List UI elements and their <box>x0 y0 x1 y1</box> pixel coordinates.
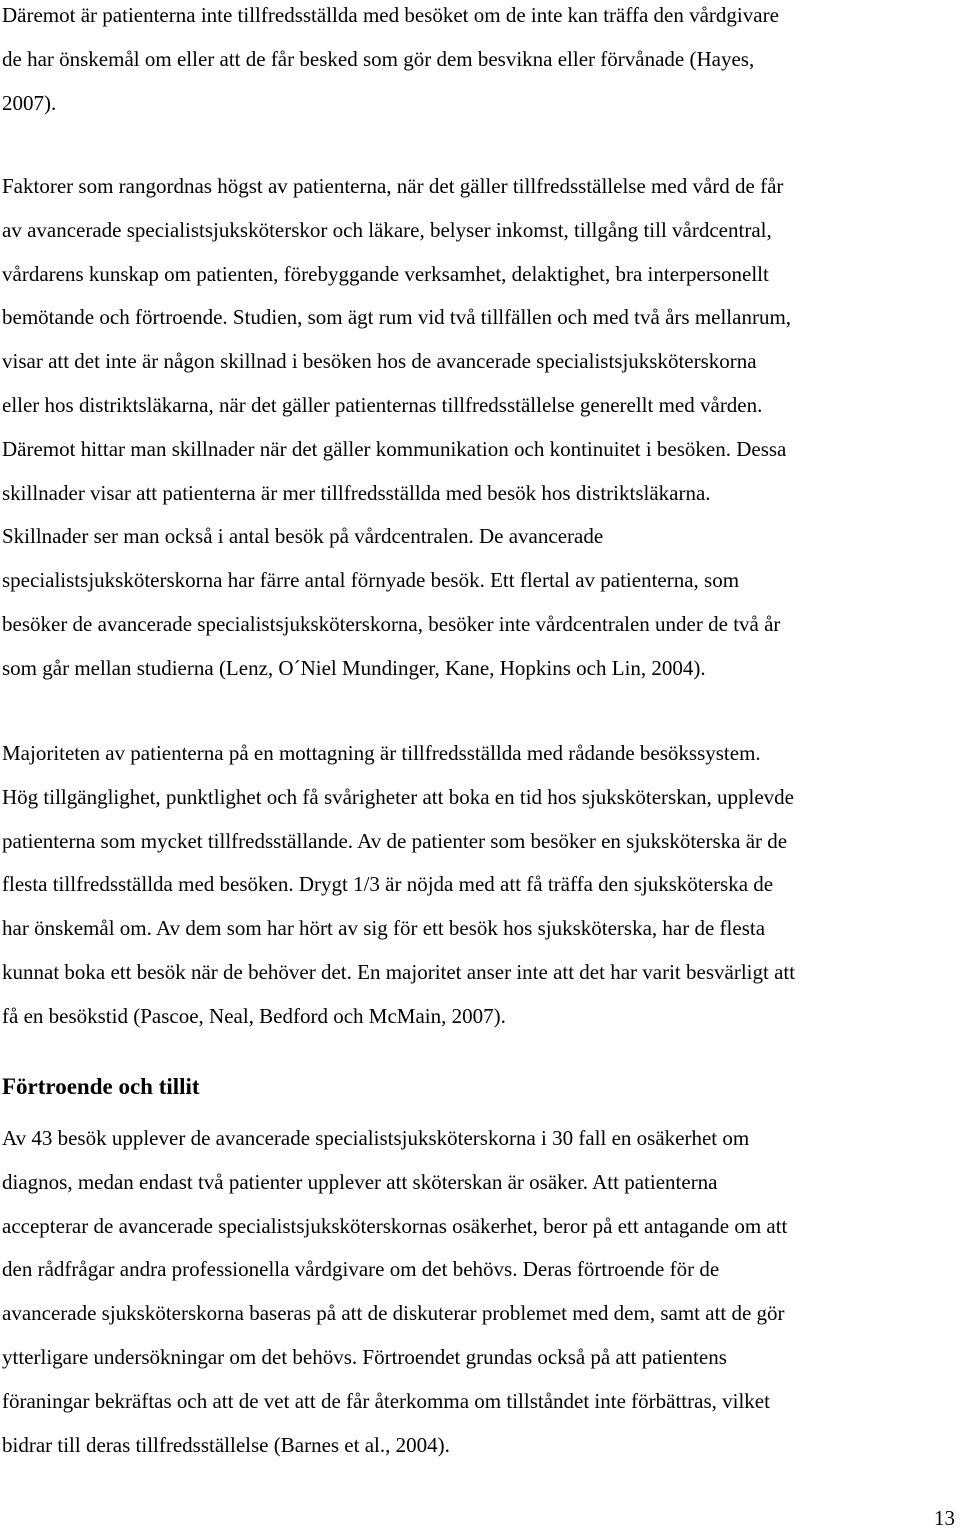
text-line: har önskemål om. Av dem som har hört av sig för ett besök hos sjuksköterska, har de flesta <box>2 916 766 941</box>
text-line: avancerade sjuksköterskorna baseras på att de diskuterar problemet med dem, samt att de gör <box>2 1301 785 1326</box>
text-line: ytterligare undersökningar om det behövs. Förtroendet grundas också på att patientens <box>2 1344 727 1369</box>
text-line: Majoriteten av patienterna på en mottagning är tillfredsställda med rådande besökssystem. <box>2 741 761 765</box>
text-line: bidrar till deras tillfredsställelse (Barnes et al., 2004). <box>2 1432 450 1457</box>
text-line: Av 43 besök upplever de avancerade specialistsjuksköterskorna i 30 fall en osäkerhet om <box>2 1126 750 1150</box>
paragraph-4 <box>2 1117 787 1467</box>
text-line: diagnos, medan endast två patienter upplever att sköterskan är osäker. Att patienterna <box>2 1169 718 1194</box>
text-line: patienterna som mycket tillfredsställande. Av de patienter som besöker en sjuksköterska är de <box>2 828 788 853</box>
page-number: 13 <box>934 1506 955 1530</box>
text-line: accepterar de avancerade specialistsjuksköterskornas osäkerhet, beror på ett antagande om att <box>2 1213 788 1238</box>
paragraph-1 <box>2 0 779 125</box>
text-line: kunnat boka ett besök när de behöver det. En majoritet anser inte att det har varit besvärligt att <box>2 959 796 984</box>
section-heading: Förtroende och tillit <box>2 1074 200 1099</box>
text-line: få en besökstid (Pascoe, Neal, Bedford och McMain, 2007). <box>2 1003 506 1028</box>
text-line: skillnader visar att patienterna är mer tillfredsställda med besök hos distriktsläkarna. <box>2 480 711 505</box>
text-line: besöker de avancerade specialistsjuksköterskorna, besöker inte vårdcentralen under de två år <box>2 611 781 636</box>
text-line: Hög tillgänglighet, punktlighet och få svårigheter att boka en tid hos sjuksköterskan, upplevde <box>2 784 795 809</box>
text-line: de har önskemål om eller att de får besked som gör dem besvikna eller förvånade (Hayes, <box>2 46 755 71</box>
paragraph-3 <box>2 732 795 1039</box>
text-line: föraningar bekräftas och att de vet att de får återkomma om tillståndet inte förbättras, vilket <box>2 1388 770 1413</box>
text-line: 2007). <box>2 90 57 115</box>
text-line: Faktorer som rangordnas högst av patienterna, när det gäller tillfredsställelse med vård de får <box>2 174 784 198</box>
text-line: specialistsjuksköterskorna har färre antal förnyade besök. Ett flertal av patienterna, som <box>2 568 740 593</box>
paragraph-2 <box>2 165 791 691</box>
text-line: visar att det inte är någon skillnad i besöken hos de avancerade specialistsjuksköterskorna <box>2 349 757 374</box>
text-line: som går mellan studierna (Lenz, O´Niel Mundinger, Kane, Hopkins och Lin, 2004). <box>2 655 706 680</box>
text-line: flesta tillfredsställda med besöken. Drygt 1/3 är nöjda med att få träffa den sjuksköterska de <box>2 872 774 897</box>
text-line: Däremot hittar man skillnader när det gäller kommunikation och kontinuitet i besöken. Dessa <box>2 436 787 461</box>
text-line: Skillnader ser man också i antal besök på vårdcentralen. De avancerade <box>2 524 604 549</box>
text-line: Däremot är patienterna inte tillfredsställda med besöket om de inte kan träffa den vårdgivare <box>2 3 779 27</box>
text-line: eller hos distriktsläkarna, när det gäller patienternas tillfredsställelse generellt med vården. <box>2 392 763 417</box>
text-line: av avancerade specialistsjuksköterskor och läkare, belyser inkomst, tillgång till vårdcentral, <box>2 217 772 242</box>
text-line: den rådfrågar andra professionella vårdgivare om det behövs. Deras förtroende för de <box>2 1257 720 1282</box>
text-line: vårdarens kunskap om patienten, förebyggande verksamhet, delaktighet, bra interpersonellt <box>2 261 769 286</box>
text-line: bemötande och förtroende. Studien, som ägt rum vid två tillfällen och med två års mellanrum, <box>2 305 792 330</box>
